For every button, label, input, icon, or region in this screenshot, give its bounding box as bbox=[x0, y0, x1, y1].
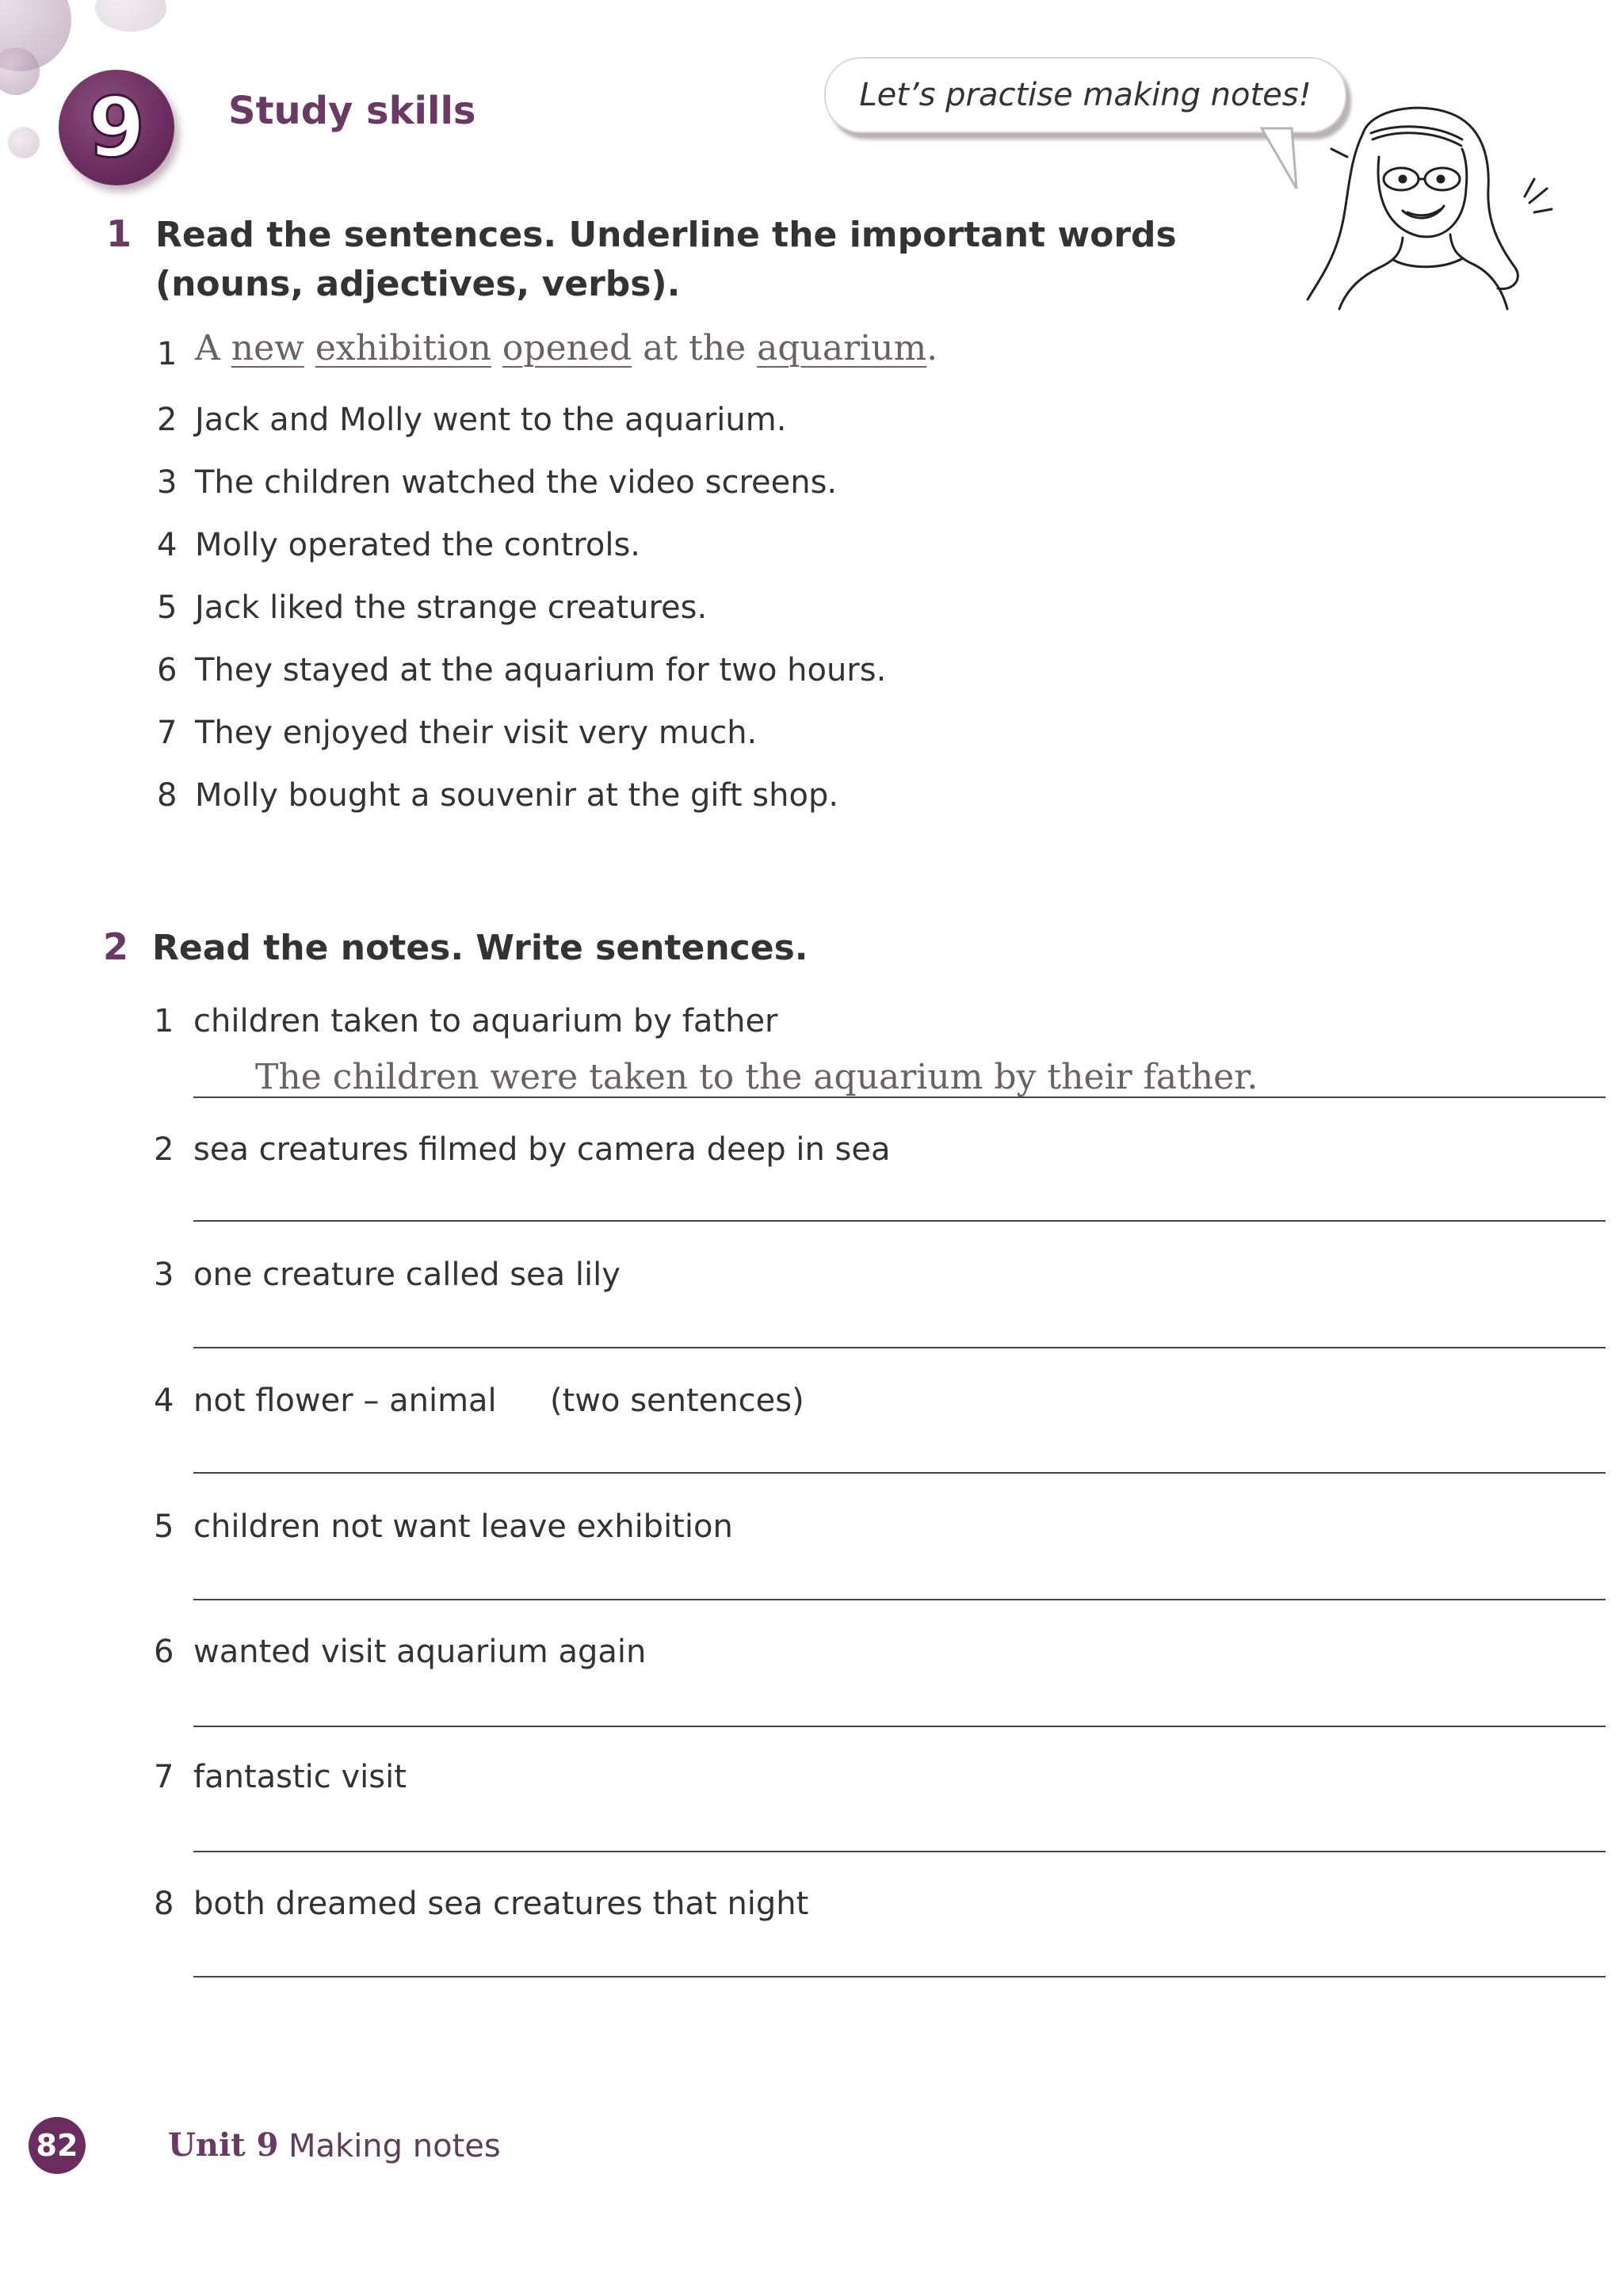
decorative-bubble bbox=[8, 127, 40, 158]
exercise-1-instruction-line2: (nouns, adjectives, verbs). bbox=[155, 264, 681, 304]
ex2-item-note: children not want leave exhibition bbox=[193, 1508, 733, 1545]
ex1-underlined-word: exhibition bbox=[315, 328, 491, 368]
exercise-2-number: 2 bbox=[103, 925, 129, 968]
answer-line[interactable] bbox=[193, 1220, 1606, 1222]
ex2-item-number: 4 bbox=[154, 1383, 174, 1419]
ex1-underlined-word: new bbox=[231, 328, 304, 368]
ex2-item-extra: (two sentences) bbox=[550, 1383, 804, 1419]
answer-line[interactable] bbox=[193, 1472, 1606, 1474]
ex1-item-number: 5 bbox=[157, 589, 178, 626]
unit-number-badge bbox=[59, 70, 174, 185]
ex2-item-number: 3 bbox=[154, 1257, 174, 1293]
ex2-item-number: 1 bbox=[154, 1003, 174, 1039]
speech-bubble bbox=[824, 57, 1346, 133]
ex1-item-text: Jack liked the strange creatures. bbox=[195, 589, 708, 626]
answer-line[interactable] bbox=[193, 1726, 1606, 1727]
ex1-item-number: 1 bbox=[157, 336, 178, 372]
ex2-item-note: fantastic visit bbox=[193, 1759, 407, 1795]
ex2-item-note: both dreamed sea creatures that night bbox=[193, 1886, 809, 1922]
ex1-item-text: They enjoyed their visit very much. bbox=[195, 715, 758, 751]
ex1-item-number: 6 bbox=[157, 652, 178, 688]
ex1-example-word: at the bbox=[643, 328, 747, 368]
ex2-answer-text: The children were taken to the aquarium by their father. bbox=[255, 1057, 1258, 1097]
ex1-item-number: 7 bbox=[157, 715, 178, 751]
ex1-item-text: Jack and Molly went to the aquarium. bbox=[195, 402, 787, 438]
ex1-example-word: . bbox=[926, 328, 938, 368]
ex1-item-number: 8 bbox=[157, 777, 178, 814]
footer-unit-title: Making notes bbox=[288, 2128, 501, 2164]
section-title: Study skills bbox=[228, 89, 476, 133]
answer-line[interactable] bbox=[193, 1851, 1606, 1852]
answer-line[interactable] bbox=[193, 1347, 1606, 1348]
ex1-item-text: Molly bought a souvenir at the gift shop. bbox=[195, 777, 839, 814]
ex1-underlined-word: aquarium bbox=[757, 328, 927, 368]
ex1-item-text: The children watched the video screens. bbox=[195, 464, 838, 501]
ex2-item-note: wanted visit aquarium again bbox=[193, 1634, 647, 1670]
exercise-1-number: 1 bbox=[106, 212, 132, 255]
ex1-item-text: Molly operated the controls. bbox=[195, 527, 640, 563]
ex1-underlined-word: opened bbox=[502, 328, 632, 368]
footer-unit-label: Unit 9 bbox=[168, 2126, 279, 2164]
ex1-item-number: 4 bbox=[157, 527, 178, 563]
ex2-item-number: 6 bbox=[154, 1634, 174, 1670]
ex2-item-note: children taken to aquarium by father bbox=[193, 1003, 778, 1039]
ex2-item-number: 2 bbox=[154, 1131, 174, 1168]
ex2-item-note: sea creatures filmed by camera deep in sea bbox=[193, 1131, 891, 1168]
page-number: 82 bbox=[36, 2128, 78, 2163]
unit-number: 9 bbox=[87, 79, 146, 176]
ex2-item-number: 7 bbox=[154, 1759, 174, 1795]
speech-bubble-text: Let’s practise making notes! bbox=[859, 77, 1312, 113]
girl-character-icon bbox=[1300, 101, 1553, 315]
answer-line[interactable] bbox=[193, 1976, 1606, 1978]
exercise-1-instruction: Read the sentences. Underline the important words bbox=[155, 215, 1177, 255]
ex2-item-number: 8 bbox=[154, 1886, 174, 1922]
ex1-item-number: 3 bbox=[157, 464, 178, 501]
ex2-item-note: one creature called sea lily bbox=[193, 1257, 621, 1293]
ex1-example-word: A bbox=[195, 328, 220, 368]
ex2-item-number: 5 bbox=[154, 1508, 174, 1545]
answer-line[interactable] bbox=[193, 1097, 1606, 1098]
ex2-item-note: not flower – animal bbox=[193, 1383, 497, 1419]
page-number-badge bbox=[29, 2117, 86, 2174]
answer-line[interactable] bbox=[193, 1599, 1606, 1600]
ex1-item-text: They stayed at the aquarium for two hours. bbox=[195, 652, 887, 688]
ex1-example-sentence bbox=[195, 328, 938, 368]
exercise-2-instruction: Read the notes. Write sentences. bbox=[152, 928, 808, 968]
ex1-item-number: 2 bbox=[157, 402, 178, 438]
decorative-bubble bbox=[95, 0, 166, 32]
